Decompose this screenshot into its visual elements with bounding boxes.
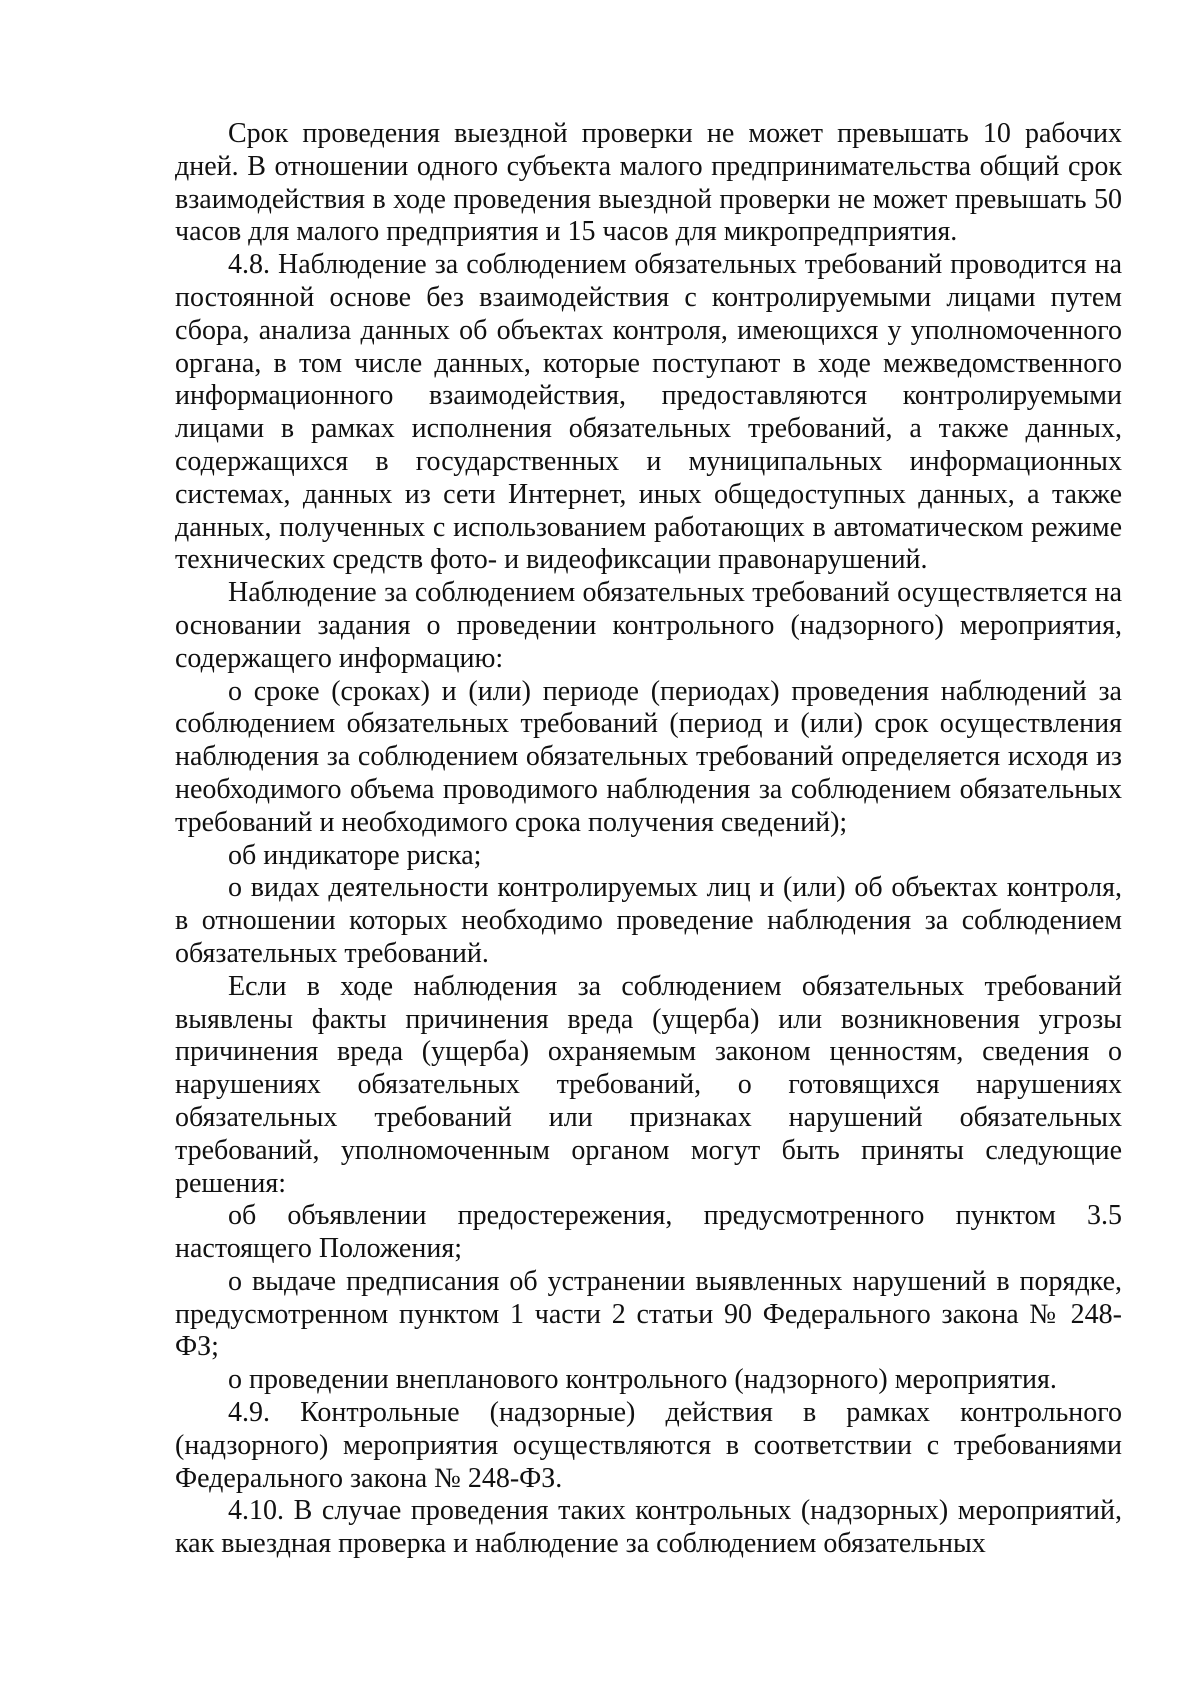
document-page: [175, 118, 1122, 1561]
paragraph-task-period: о сроке (сроках) и (или) периоде (периодах) проведения наблюдений за соблюдением обязательных требований (период и (или) срок осуществления наблюдения за соблюдением обязательных требований определяется исходя из необходимого объема проводимого наблюдения за соблюдением обязательных требований и необходимого срока получения сведений);: [175, 675, 1122, 838]
paragraph-unscheduled-decision: о проведении внепланового контрольного (надзорного) мероприятия.: [228, 1364, 1057, 1396]
paragraph-violations-found: Если в ходе наблюдения за соблюдением обязательных требований выявлены факты причинения вреда (ущерба) или возникновения угрозы причинения вреда (ущерба) охраняемым законом ценностям, сведения о нарушениях обязательных требований, о готовящихся нарушениях обязательных требований или признаках нарушений обязательных требований, уполномоченным органом могут быть приняты следующие решения:: [175, 970, 1122, 1199]
paragraph-inspection-term: Срок проведения выездной проверки не может превышать 10 рабочих дней. В отношении одного субъекта малого предпринимательства общий срок взаимодействия в ходе проведения выездной проверки не может превышать 50 часов для малого предприятия и 15 часов для микропредприятия.: [175, 118, 1122, 248]
paragraph-observation-task: Наблюдение за соблюдением обязательных требований осуществляется на основании задания о проведении контрольного (надзорного) мероприятия, содержащего информацию:: [175, 577, 1122, 674]
paragraph-4-8-observation: 4.8. Наблюдение за соблюдением обязательных требований проводится на постоянной основе без взаимодействия с контролируемыми лицами путем сбора, анализа данных об объектах контроля, имеющихся у уполномоченного органа, в том числе данных, которые поступают в ходе межведомственного информационного взаимодействия, предоставляются контролируемыми лицами в рамках исполнения обязательных требований, а также данных, содержащихся в государственных и муниципальных информационных системах, данных из сети Интернет, иных общедоступных данных, а также данных, полученных с использованием работающих в автоматическом режиме технических средств фото- и видеофиксации правонарушений.: [175, 249, 1122, 576]
paragraph-4-10-case: 4.10. В случае проведения таких контрольных (надзорных) мероприятий, как выездная проверка и наблюдение за соблюдением обязательных: [175, 1495, 1122, 1560]
paragraph-order-decision: о выдаче предписания об устранении выявленных нарушений в порядке, предусмотренном пунктом 1 части 2 статьи 90 Федерального закона № 248-ФЗ;: [175, 1265, 1122, 1363]
paragraph-4-9-actions: 4.9. Контрольные (надзорные) действия в рамках контрольного (надзорного) мероприятия осуществляются в соответствии с требованиями Федерального закона № 248-ФЗ.: [175, 1397, 1122, 1494]
paragraph-activity-types: о видах деятельности контролируемых лиц и (или) об объектах контроля, в отношении которых необходимо проведение наблюдения за соблюдением обязательных требований.: [175, 872, 1122, 969]
paragraph-warning-decision: об объявлении предостережения, предусмотренного пунктом 3.5 настоящего Положения;: [175, 1200, 1122, 1265]
paragraph-risk-indicator: об индикаторе риска;: [228, 839, 482, 871]
